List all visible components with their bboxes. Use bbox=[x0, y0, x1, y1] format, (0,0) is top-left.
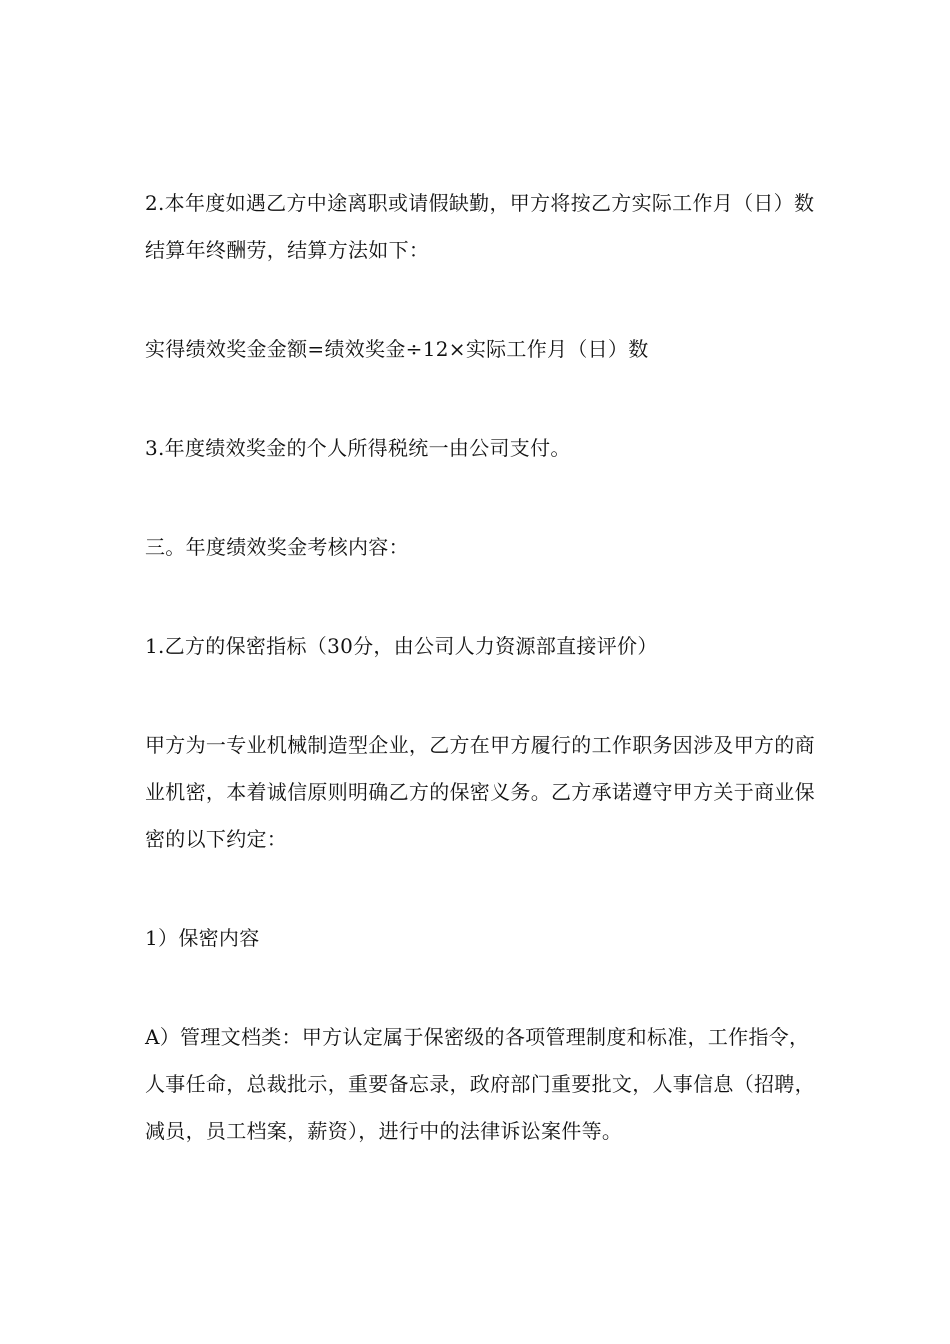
section-heading-assessment: 三。年度绩效奖金考核内容： bbox=[145, 535, 409, 559]
paragraph-tax-note: 3.年度绩效奖金的个人所得税统一由公司支付。 bbox=[145, 436, 571, 460]
paragraph-settlement-rule: 2.本年度如遇乙方中途离职或请假缺勤，甲方将按乙方实际工作月（日）数结算年终酬劳，结算方法如下： bbox=[145, 191, 815, 262]
document-body bbox=[145, 180, 815, 1155]
paragraph-bonus-formula: 实得绩效奖金金额=绩效奖金÷12×实际工作月（日）数 bbox=[145, 337, 649, 361]
paragraph-confidentiality-indicator: 1.乙方的保密指标（30分，由公司人力资源部直接评价） bbox=[145, 634, 658, 658]
paragraph-confidentiality-intro: 甲方为一专业机械制造型企业，乙方在甲方履行的工作职务因涉及甲方的商业机密，本着诚信原则明确乙方的保密义务。乙方承诺遵守甲方关于商业保密的以下约定： bbox=[145, 733, 815, 851]
paragraph-management-documents: A）管理文档类：甲方认定属于保密级的各项管理制度和标准，工作指令，人事任命，总裁批示，重要备忘录，政府部门重要批文，人事信息（招聘，减员，员工档案，薪资），进行中的法律诉讼案件等。 bbox=[145, 1025, 815, 1143]
subheading-confidential-content: 1）保密内容 bbox=[145, 926, 260, 950]
